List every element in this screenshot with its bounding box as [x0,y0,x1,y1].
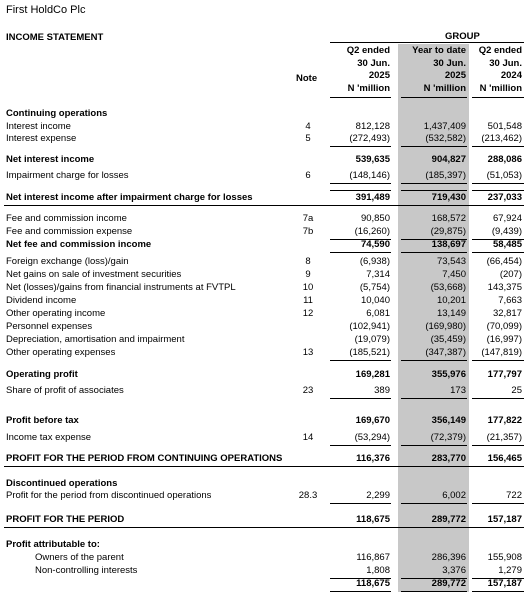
table-row [0,226,526,238]
row-label: Interest expense [6,133,77,144]
section-rule [4,466,524,467]
row-value: 73,543 [436,256,466,267]
column-header-ytd-2025: Year to date 30 Jun. 2025 N 'million [412,45,466,94]
row-note: 10 [302,282,314,293]
row-value: 501,548 [487,121,522,132]
row-label: Foreign exchange (loss)/gain [6,256,129,267]
column-header-q2-2024: Q2 ended 30 Jun. 2024 N 'million [478,45,522,94]
group-label: GROUP [445,31,480,42]
table-row [0,121,526,133]
row-value: 389 [374,385,390,396]
row-value: (147,819) [481,347,522,358]
row-value: 32,817 [492,308,522,319]
row-value: 74,590 [360,239,390,250]
row-value: 155,908 [487,552,522,563]
table-row [0,514,526,526]
row-value: 2,299 [366,490,390,501]
row-label: PROFIT FOR THE PERIOD [6,514,125,525]
table-row [0,256,526,268]
row-value: 356,149 [431,415,466,426]
row-label: Fee and commission income [6,213,127,224]
row-value: (213,462) [481,133,522,144]
row-label: Discontinued operations [6,478,118,489]
row-value: 118,675 [356,578,390,589]
row-value: (16,997) [486,334,522,345]
total-rule [330,591,391,592]
table-row [0,295,526,307]
table-row [0,478,526,490]
column-header-q2-2025: Q2 ended 30 Jun. 2025 N 'million [346,45,390,94]
table-row [0,308,526,320]
table-row [0,539,526,551]
row-label: Owners of the parent [35,552,124,563]
row-value: 143,375 [487,282,522,293]
row-value: 289,772 [431,578,466,589]
row-label: Profit for the period from discontinued operations [6,490,212,501]
row-value: 355,976 [431,369,466,380]
row-value: (72,379) [430,432,466,443]
row-value: (207) [499,269,522,280]
row-value: (70,099) [486,321,522,332]
row-value: (19,079) [354,334,390,345]
row-label: Net interest income after impairment charge for losses [6,192,253,203]
table-row [0,213,526,225]
row-value: 58,485 [492,239,522,250]
row-value: 6,002 [442,490,466,501]
total-rule [401,146,467,147]
table-row [0,385,526,397]
row-value: 169,670 [355,415,390,426]
total-rule [401,183,467,184]
total-rule [330,398,391,399]
row-value: (102,941) [349,321,390,332]
table-row [0,565,526,577]
total-rule [330,503,391,504]
row-value: (16,260) [354,226,390,237]
table-row [0,269,526,281]
row-value: (29,875) [430,226,466,237]
table-row [0,347,526,359]
row-note: 14 [302,432,314,443]
statement-title: INCOME STATEMENT [6,32,104,43]
table-row [0,490,526,502]
row-value: 391,489 [355,192,390,203]
row-value: 1,808 [366,565,390,576]
total-rule [330,360,391,361]
total-rule [401,398,467,399]
table-row [0,578,526,590]
section-rule [4,527,524,528]
note-column-header: Note [296,73,318,84]
row-label: Personnel expenses [6,321,93,332]
row-value: (185,397) [425,170,466,181]
row-value: 288,086 [487,154,522,165]
row-value: (169,980) [425,321,466,332]
row-label: Dividend income [6,295,77,306]
total-rule [472,360,524,361]
row-value: 157,187 [487,514,522,525]
row-value: (51,053) [486,170,522,181]
row-value: 90,850 [360,213,390,224]
row-note: 7b [302,226,314,237]
row-value: 177,797 [487,369,522,380]
table-row [0,432,526,444]
table-row [0,133,526,145]
row-value: (6,938) [359,256,390,267]
row-value: 118,675 [356,514,390,525]
row-label: Other operating expenses [6,347,116,358]
group-underline [330,42,524,43]
row-label: Net interest income [6,154,95,165]
row-label: Income tax expense [6,432,92,443]
row-label: Continuing operations [6,108,108,119]
row-value: 904,827 [431,154,466,165]
row-value: 168,572 [431,213,466,224]
header-rule [472,97,524,98]
row-label: Interest income [6,121,71,132]
row-value: 7,663 [498,295,522,306]
row-value: 6,081 [366,308,390,319]
section-rule [4,205,524,206]
row-value: (185,521) [349,347,390,358]
total-rule [472,190,524,191]
header-rule [401,97,467,98]
row-label: Profit before tax [6,415,79,426]
row-value: 286,396 [431,552,466,563]
table-row [0,239,526,251]
total-rule [472,591,524,592]
row-value: (347,387) [425,347,466,358]
total-rule [401,503,467,504]
row-value: 177,822 [487,415,522,426]
total-rule [472,445,524,446]
total-rule [472,183,524,184]
table-row [0,415,526,427]
table-row [0,154,526,166]
company-name: First HoldCo Plc [6,4,86,16]
table-row [0,170,526,182]
table-row [0,192,526,204]
row-value: 116,376 [356,453,390,464]
row-value: 157,187 [487,578,522,589]
total-rule [472,252,524,253]
row-value: 722 [506,490,522,501]
row-note: 12 [302,308,314,319]
table-row [0,552,526,564]
row-value: (532,582) [425,133,466,144]
row-value: 169,281 [355,369,390,380]
row-value: 3,376 [442,565,466,576]
row-label: Share of profit of associates [6,385,124,396]
row-note: 11 [303,295,313,306]
row-label: Fee and commission expense [6,226,133,237]
total-rule [330,445,391,446]
row-label: Profit attributable to: [6,539,100,550]
total-rule [472,146,524,147]
total-rule [330,252,391,253]
row-value: (21,357) [486,432,522,443]
table-row [0,282,526,294]
row-value: 173 [450,385,466,396]
row-value: 10,040 [360,295,390,306]
row-note: 13 [302,347,314,358]
table-row [0,108,526,120]
row-value: 283,770 [431,453,466,464]
header-rule [330,97,391,98]
row-value: (53,294) [354,432,390,443]
row-note: 28.3 [298,490,318,501]
row-label: Operating profit [6,369,78,380]
row-value: (35,459) [430,334,466,345]
row-value: 116,867 [356,552,390,563]
row-value: (53,668) [430,282,466,293]
table-row [0,369,526,381]
table-row [0,453,526,465]
total-rule [401,190,467,191]
row-value: 237,033 [487,192,522,203]
row-value: 10,201 [436,295,466,306]
row-label: Net gains on sale of investment securities [6,269,182,280]
row-note: 5 [305,133,311,144]
row-value: 1,279 [498,565,522,576]
row-value: (9,439) [491,226,522,237]
row-value: 156,465 [487,453,522,464]
row-value: 289,772 [431,514,466,525]
row-note: 8 [305,256,311,267]
row-note: 23 [302,385,314,396]
row-value: 1,437,409 [423,121,466,132]
row-value: 7,450 [442,269,466,280]
total-rule [401,591,467,592]
row-label: Net (losses)/gains from financial instruments at FVTPL [6,282,236,293]
row-value: 812,128 [355,121,390,132]
table-row [0,334,526,346]
total-rule [330,146,391,147]
row-label: PROFIT FOR THE PERIOD FROM CONTINUING OPERATIONS [6,453,283,464]
row-value: 67,924 [492,213,522,224]
total-rule [472,398,524,399]
row-value: (272,493) [349,133,390,144]
total-rule [472,503,524,504]
row-note: 4 [305,121,311,132]
row-value: (5,754) [359,282,390,293]
row-label: Non-controlling interests [35,565,138,576]
total-rule [330,183,391,184]
row-value: (148,146) [349,170,390,181]
row-value: (66,454) [486,256,522,267]
row-note: 7a [302,213,314,224]
total-rule [401,252,467,253]
row-label: Net fee and commission income [6,239,152,250]
row-value: 719,430 [431,192,466,203]
row-value: 13,149 [436,308,466,319]
row-note: 6 [305,170,311,181]
row-value: 7,314 [366,269,390,280]
row-label: Other operating income [6,308,106,319]
row-value: 138,697 [431,239,466,250]
total-rule [330,190,391,191]
total-rule [401,445,467,446]
row-label: Impairment charge for losses [6,170,129,181]
row-label: Depreciation, amortisation and impairment [6,334,185,345]
row-note: 9 [305,269,311,280]
row-value: 539,635 [355,154,390,165]
row-value: 25 [511,385,522,396]
total-rule [401,360,467,361]
table-row [0,321,526,333]
